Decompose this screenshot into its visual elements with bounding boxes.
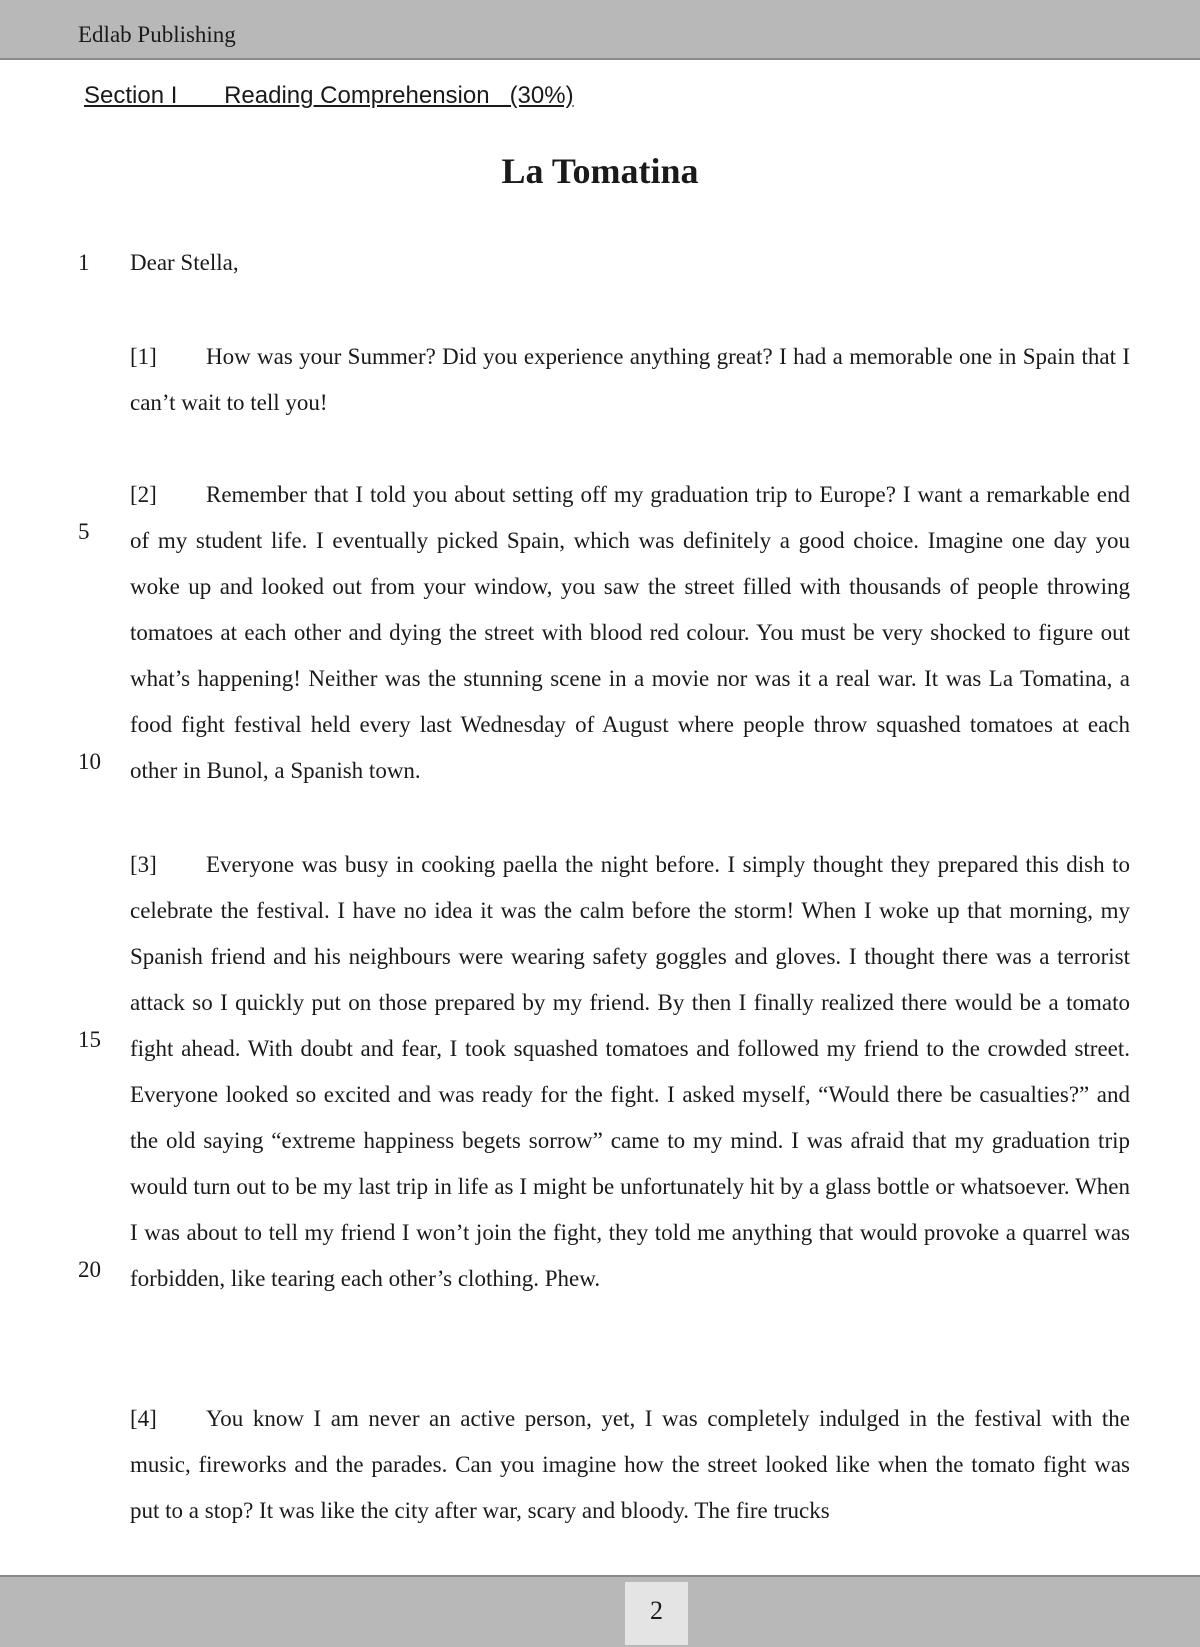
paragraph-text: How was your Summer? Did you experience anything great? I had a memorable one in Spain that I can’t wait to tell you! (130, 344, 1130, 415)
line-number: 15 (78, 1027, 101, 1052)
line-number: 10 (78, 749, 101, 774)
paragraph-4 (130, 1396, 1130, 1534)
document-title: La Tomatina (501, 151, 699, 191)
page-number: 2 (625, 1582, 688, 1645)
paragraph-2 (130, 472, 1130, 794)
paragraph-number: [2] (130, 482, 157, 507)
line-number: 20 (78, 1257, 101, 1282)
page-footer (0, 1575, 1200, 1647)
paragraph-number: [3] (130, 852, 157, 877)
section-heading: Section I Reading Comprehension (30%) (84, 82, 574, 109)
paragraph-1 (130, 334, 1130, 426)
paragraph-number: [4] (130, 1406, 157, 1431)
paragraph-text: You know I am never an active person, yet, I was completely indulged in the festival with the music, fireworks and the parades. Can you imagine how the street looked like when the tomato fight was put to a stop? It was like the city after war, scary and bloody. The fire trucks (130, 1406, 1130, 1523)
paragraph-text: Everyone was busy in cooking paella the night before. I simply thought they prepared this dish to celebrate the festival. I have no idea it was the calm before the storm! When I woke up that morning, my Spanish friend and his neighbours were wearing safety goggles and gloves. I thought there was a terrorist attack so I quickly put on those prepared by my friend. By then I finally realized there would be a tomato fight ahead. With doubt and fear, I took squashed tomatoes and followed my friend to the crowded street. Everyone looked so excited and was ready for the fight. I asked myself, “Would there be casualties?” and the old saying “extreme happiness begets sorrow” came to my mind. I was afraid that my graduation trip would turn out to be my last trip in life as I might be unfortunately hit by a glass bottle or whatsoever. When I was about to tell my friend I won’t join the fight, they told me anything that would provoke a quarrel was forbidden, like tearing each other’s clothing. Phew. (130, 852, 1130, 1291)
publisher-name: Edlab Publishing (78, 22, 236, 47)
line-number: 1 (78, 250, 90, 275)
paragraph-number: [1] (130, 344, 157, 369)
line-number: 5 (78, 519, 90, 544)
paragraph-text: Remember that I told you about setting off my graduation trip to Europe? I want a remarkable end of my student life. I eventually picked Spain, which was definitely a good choice. Imagine one day you woke up and looked out from your window, you saw the street filled with thousands of people throwing tomatoes at each other and dying the street with blood red colour. You must be very shocked to figure out what’s happening! Neither was the stunning scene in a movie nor was it a real war. It was La Tomatina, a food fight festival held every last Wednesday of August where people throw squashed tomatoes at each other in Bunol, a Spanish town. (130, 482, 1130, 783)
paragraph-3 (130, 842, 1130, 1302)
page-header (0, 0, 1200, 60)
letter-salutation: Dear Stella, (130, 250, 239, 275)
